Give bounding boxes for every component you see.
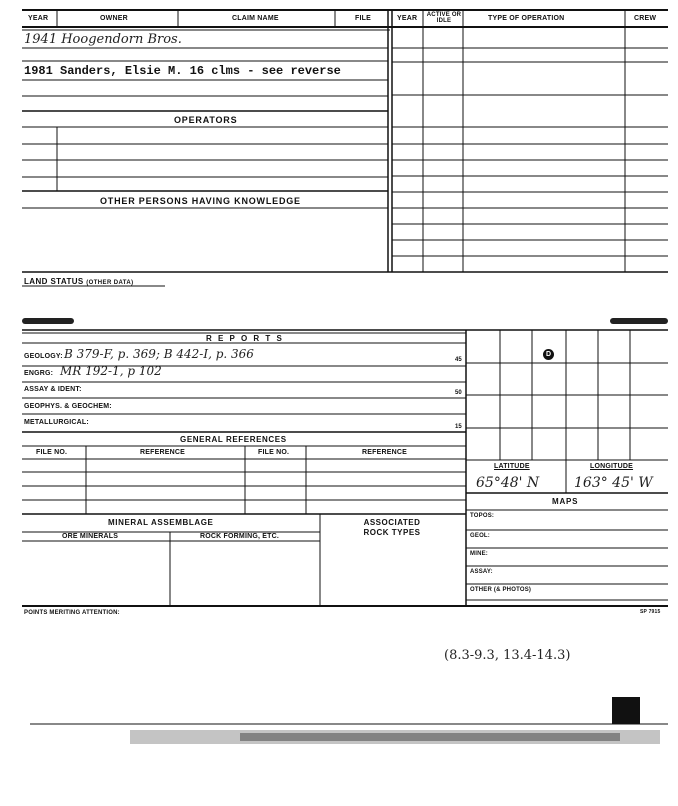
latitude-value: 65°48' N	[476, 475, 540, 491]
maps-assay-label: ASSAY:	[470, 569, 493, 575]
associated-rock-types-label: ASSOCIATED ROCK TYPES	[363, 518, 421, 537]
metallurgical-label: METALLURGICAL:	[24, 419, 89, 426]
maps-mine-label: MINE:	[470, 551, 488, 557]
latitude-label: LATITUDE	[494, 463, 530, 470]
ore-minerals-label: ORE MINERALS	[62, 533, 119, 540]
longitude-label: LONGITUDE	[590, 463, 634, 470]
general-refs-reference-1: REFERENCE	[140, 449, 185, 456]
header-year-2: YEAR	[397, 15, 418, 22]
maps-topos-label: TOPOS:	[470, 513, 495, 519]
maps-heading: MAPS	[552, 497, 579, 506]
owner-entry-1981: 1981 Sanders, Elsie M. 16 clms - see reverse	[24, 64, 341, 78]
general-refs-file-no-2: FILE NO.	[258, 449, 290, 456]
handwritten-range-note: (8.3-9.3, 13.4-14.3)	[444, 648, 571, 663]
header-claim-name: CLAIM NAME	[232, 15, 279, 22]
header-year: YEAR	[28, 15, 49, 22]
reports-heading: R E P O R T S	[206, 334, 284, 343]
operators-heading: OPERATORS	[174, 115, 238, 125]
header-file: FILE	[355, 15, 371, 22]
points-meriting-attention-label: POINTS MERITING ATTENTION:	[24, 610, 120, 616]
grid-location-mark: D	[543, 349, 554, 360]
longitude-value: 163° 45' W	[574, 475, 653, 491]
reports-number-50: 50	[455, 390, 462, 396]
assay-label: ASSAY & IDENT:	[24, 386, 82, 393]
scan-noise-dark	[240, 733, 620, 741]
land-status-sub: (OTHER DATA)	[86, 280, 134, 286]
header-owner: OWNER	[100, 15, 128, 22]
owner-entry-1941: 1941 Hoogendorn Bros.	[24, 32, 182, 47]
land-status-heading	[24, 277, 134, 286]
maps-other-label: OTHER (& PHOTOS)	[470, 587, 532, 593]
header-active-or-idle: ACTIVE OR IDLE	[426, 12, 462, 24]
mineral-assemblage-heading: MINERAL ASSEMBLAGE	[108, 518, 214, 527]
reports-number-45: 45	[455, 357, 462, 363]
general-refs-reference-2: REFERENCE	[362, 449, 407, 456]
land-status-label: LAND STATUS	[24, 277, 84, 286]
general-refs-file-no-1: FILE NO.	[36, 449, 68, 456]
black-square-mark	[612, 697, 640, 724]
engrg-label: ENGRG:	[24, 370, 54, 377]
smudge-right	[610, 318, 668, 324]
geology-label: GEOLOGY:	[24, 353, 63, 360]
header-crew: CREW	[634, 15, 657, 22]
maps-geol-label: GEOL:	[470, 533, 490, 539]
other-persons-heading: OTHER PERSONS HAVING KNOWLEDGE	[100, 196, 301, 206]
geology-value: B 379-F, p. 369; B 442-I, p. 366	[64, 347, 254, 361]
smudge-left	[22, 318, 74, 324]
header-type-of-operation: TYPE OF OPERATION	[488, 15, 565, 22]
form-number: SP 7915	[640, 609, 661, 615]
engrg-value: MR 192-1, p 102	[60, 364, 162, 378]
rock-forming-label: ROCK FORMING, ETC.	[200, 533, 280, 540]
reports-number-15: 15	[455, 424, 462, 430]
general-references-heading: GENERAL REFERENCES	[180, 435, 287, 444]
geophys-label: GEOPHYS. & GEOCHEM:	[24, 403, 112, 410]
